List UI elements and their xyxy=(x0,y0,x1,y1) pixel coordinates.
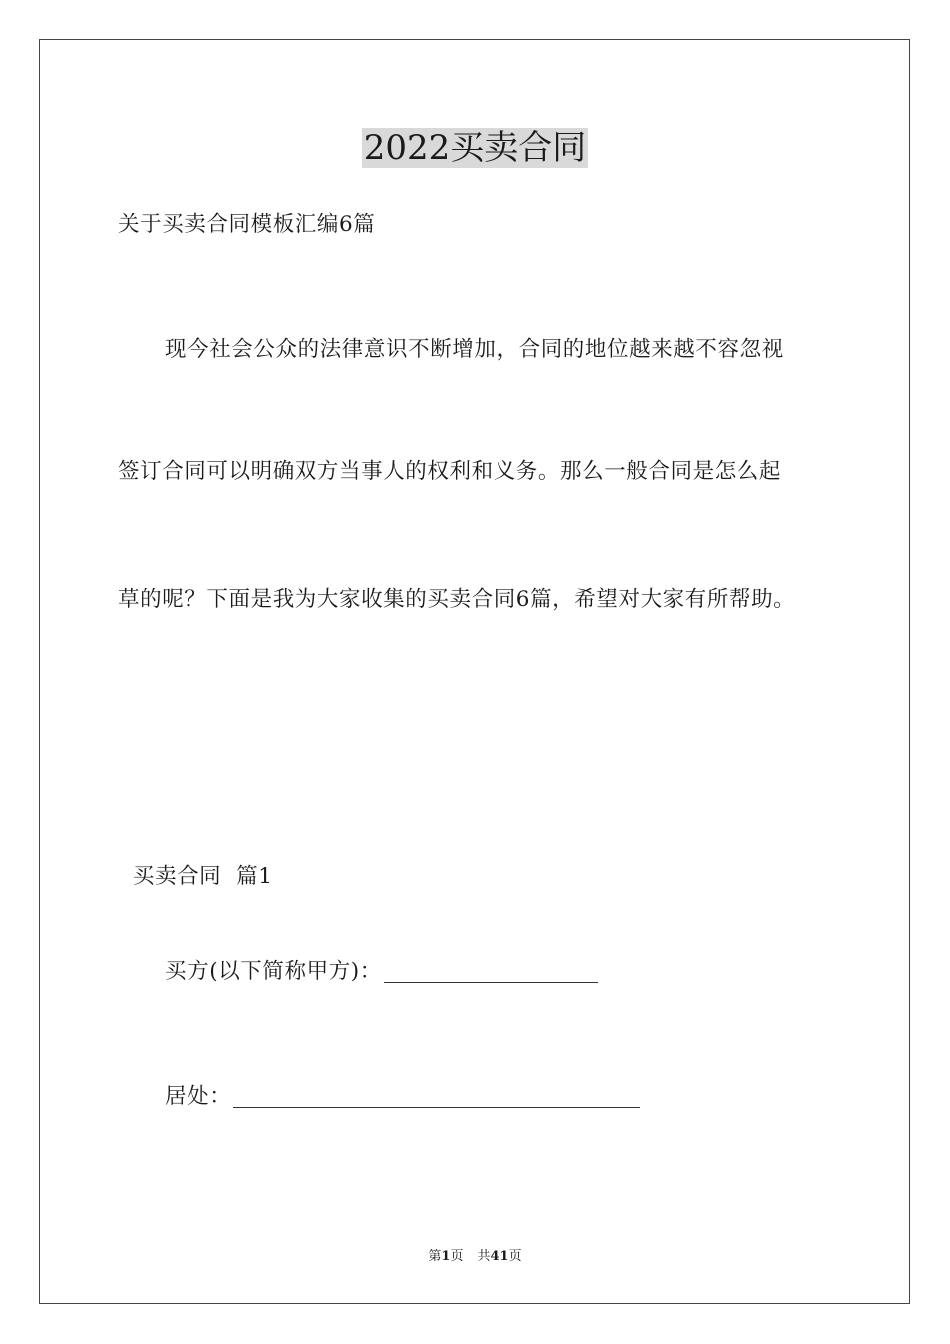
document-title xyxy=(0,126,950,170)
paragraph-line-3: 草的呢？下面是我为大家收集的买卖合同6篇，希望对大家有所帮助。 xyxy=(118,587,796,612)
page-prefix: 第 xyxy=(428,1249,442,1264)
section-heading-text: 买卖合同 篇1 xyxy=(132,864,273,889)
paragraph-line-2: 签订合同可以明确双方当事人的权利和义务。那么一般合同是怎么起 xyxy=(118,459,782,484)
page-footer xyxy=(0,1248,950,1266)
section-heading xyxy=(118,832,273,892)
document-subtitle: 关于买卖合同模板汇编6篇 xyxy=(118,212,376,237)
total-suffix: 页 xyxy=(508,1249,522,1264)
buyer-fill-blank[interactable] xyxy=(384,962,598,983)
page-suffix: 页 xyxy=(450,1249,464,1264)
paragraph-line-1: 现今社会公众的法律意识不断增加，合同的地位越来越不容忽视 xyxy=(165,337,784,362)
address-field-label: 居处： xyxy=(165,1084,232,1109)
buyer-field xyxy=(165,957,598,987)
total-prefix: 共 xyxy=(477,1249,491,1264)
page-number: 1 xyxy=(441,1249,451,1264)
buyer-field-label: 买方(以下简称甲方)： xyxy=(165,959,382,984)
total-pages: 41 xyxy=(490,1249,509,1264)
address-fill-blank[interactable] xyxy=(233,1087,640,1108)
address-field xyxy=(165,1082,640,1112)
document-title-text: 2022买卖合同 xyxy=(363,128,587,168)
